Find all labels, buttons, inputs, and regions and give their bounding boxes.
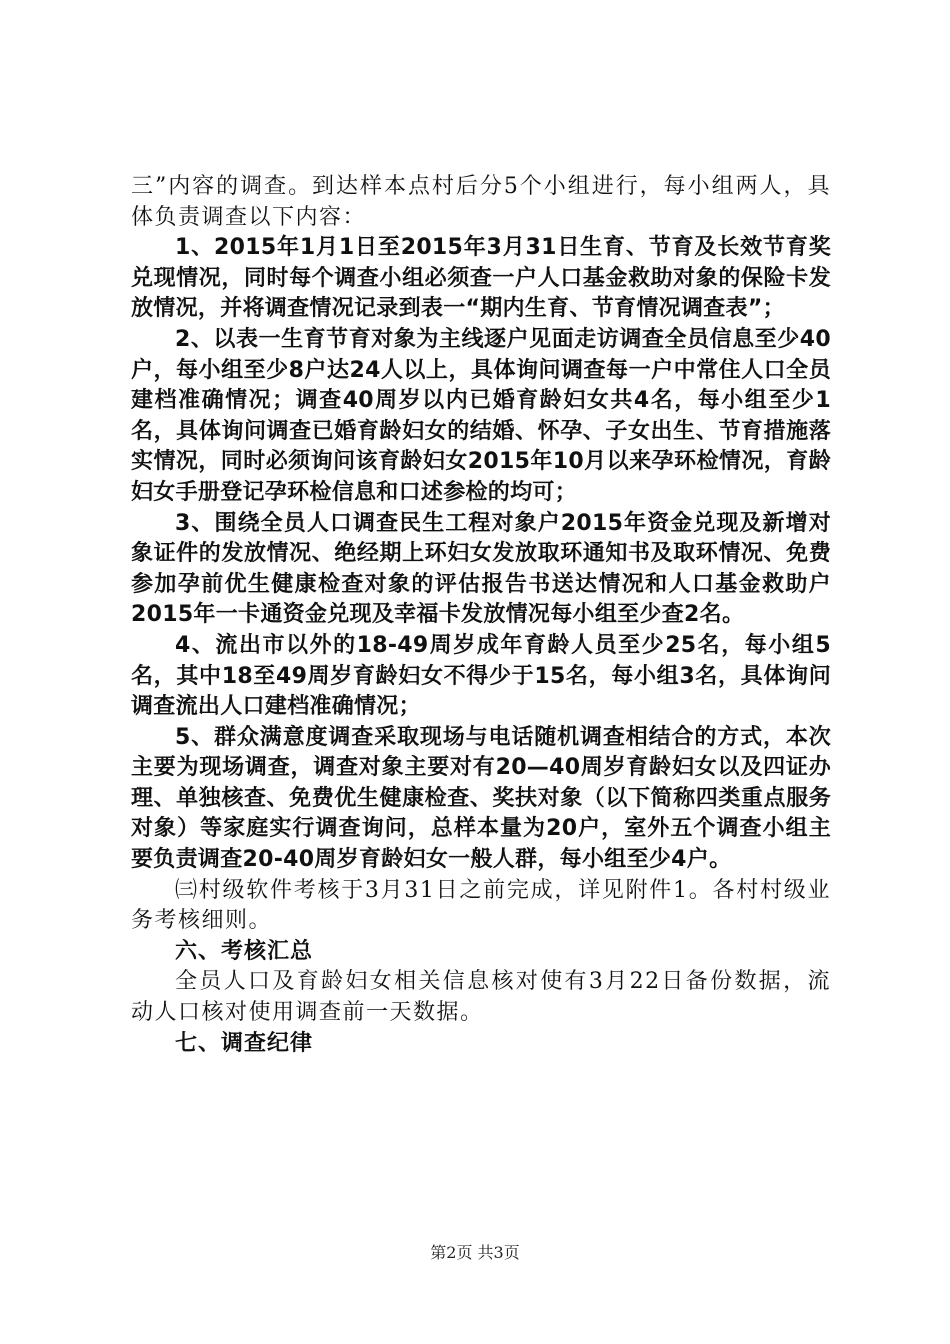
paragraph-intro-continuation: 三”内容的调查。到达样本点村后分5个小组进行，每小组两人，具体负责调查以下内容： bbox=[131, 174, 831, 230]
section-heading-discipline: 七、调查纪律 bbox=[175, 1030, 314, 1056]
paragraph-item-1: 1、2015年1月1日至2015年3月31日生育、节育及长效节育奖兑现情况，同时每个调查小组必须查一户人口基金救助对象的保险卡发放情况，并将调查情况记录到表一“期内生育、节育情况调查表”； bbox=[131, 235, 831, 322]
section-heading-summary: 六、考核汇总 bbox=[175, 938, 314, 964]
paragraph-item-5: 5、群众满意度调查采取现场与电话随机调查相结合的方式，本次主要为现场调查，调查对象主要对有20—40周岁育龄妇女以及四证办理、单独核查、免费优生健康检查、奖扶对象（以下简称四类重点服务对象）等家庭实行调查询问，总样本量为20户，室外五个调查小组主要负责调查20-40周岁育龄妇女一般人群，每小组至少4户。 bbox=[131, 724, 831, 873]
paragraph-item-3: 3、围绕全员人口调查民生工程对象户2015年资金兑现及新增对象证件的发放情况、绝经期上环妇女发放取环通知书及取环情况、免费参加孕前优生健康检查对象的评估报告书送达情况和人口基金救助户2015年一卡通资金兑现及幸福卡发放情况每小组至少查2名。 bbox=[131, 510, 831, 628]
page-number-footer: 第2页 共3页 bbox=[430, 1243, 520, 1262]
paragraph-item-2: 2、以表一生育节育对象为主线逐户见面走访调查全员信息至少40户，每小组至少8户达24人以上，具体询问调查每一户中常住人口全员建档准确情况；调查40周岁以内已婚育龄妇女共4名，每小组至少1名，具体询问调查已婚育龄妇女的结婚、怀孕、子女出生、节育措施落实情况，同时必须询问该育龄妇女2015年10月以来孕环检情况，育龄妇女手册登记孕环检信息和口述参检的均可； bbox=[131, 326, 831, 505]
paragraph-summary-body: 全员人口及育龄妇女相关信息核对使有3月22日备份数据，流动人口核对使用调查前一天数据。 bbox=[131, 969, 831, 1026]
paragraph-village-assessment: ㈢村级软件考核于3月31日之前完成，详见附件1。各村村级业务考核细则。 bbox=[131, 877, 831, 934]
paragraph-item-4: 4、流出市以外的18-49周岁成年育龄人员至少25名，每小组5名，其中18至49周岁育龄妇女不得少于15名，每小组3名，具体询问调查流出人口建档准确情况； bbox=[131, 632, 831, 720]
document-body bbox=[131, 172, 831, 1059]
